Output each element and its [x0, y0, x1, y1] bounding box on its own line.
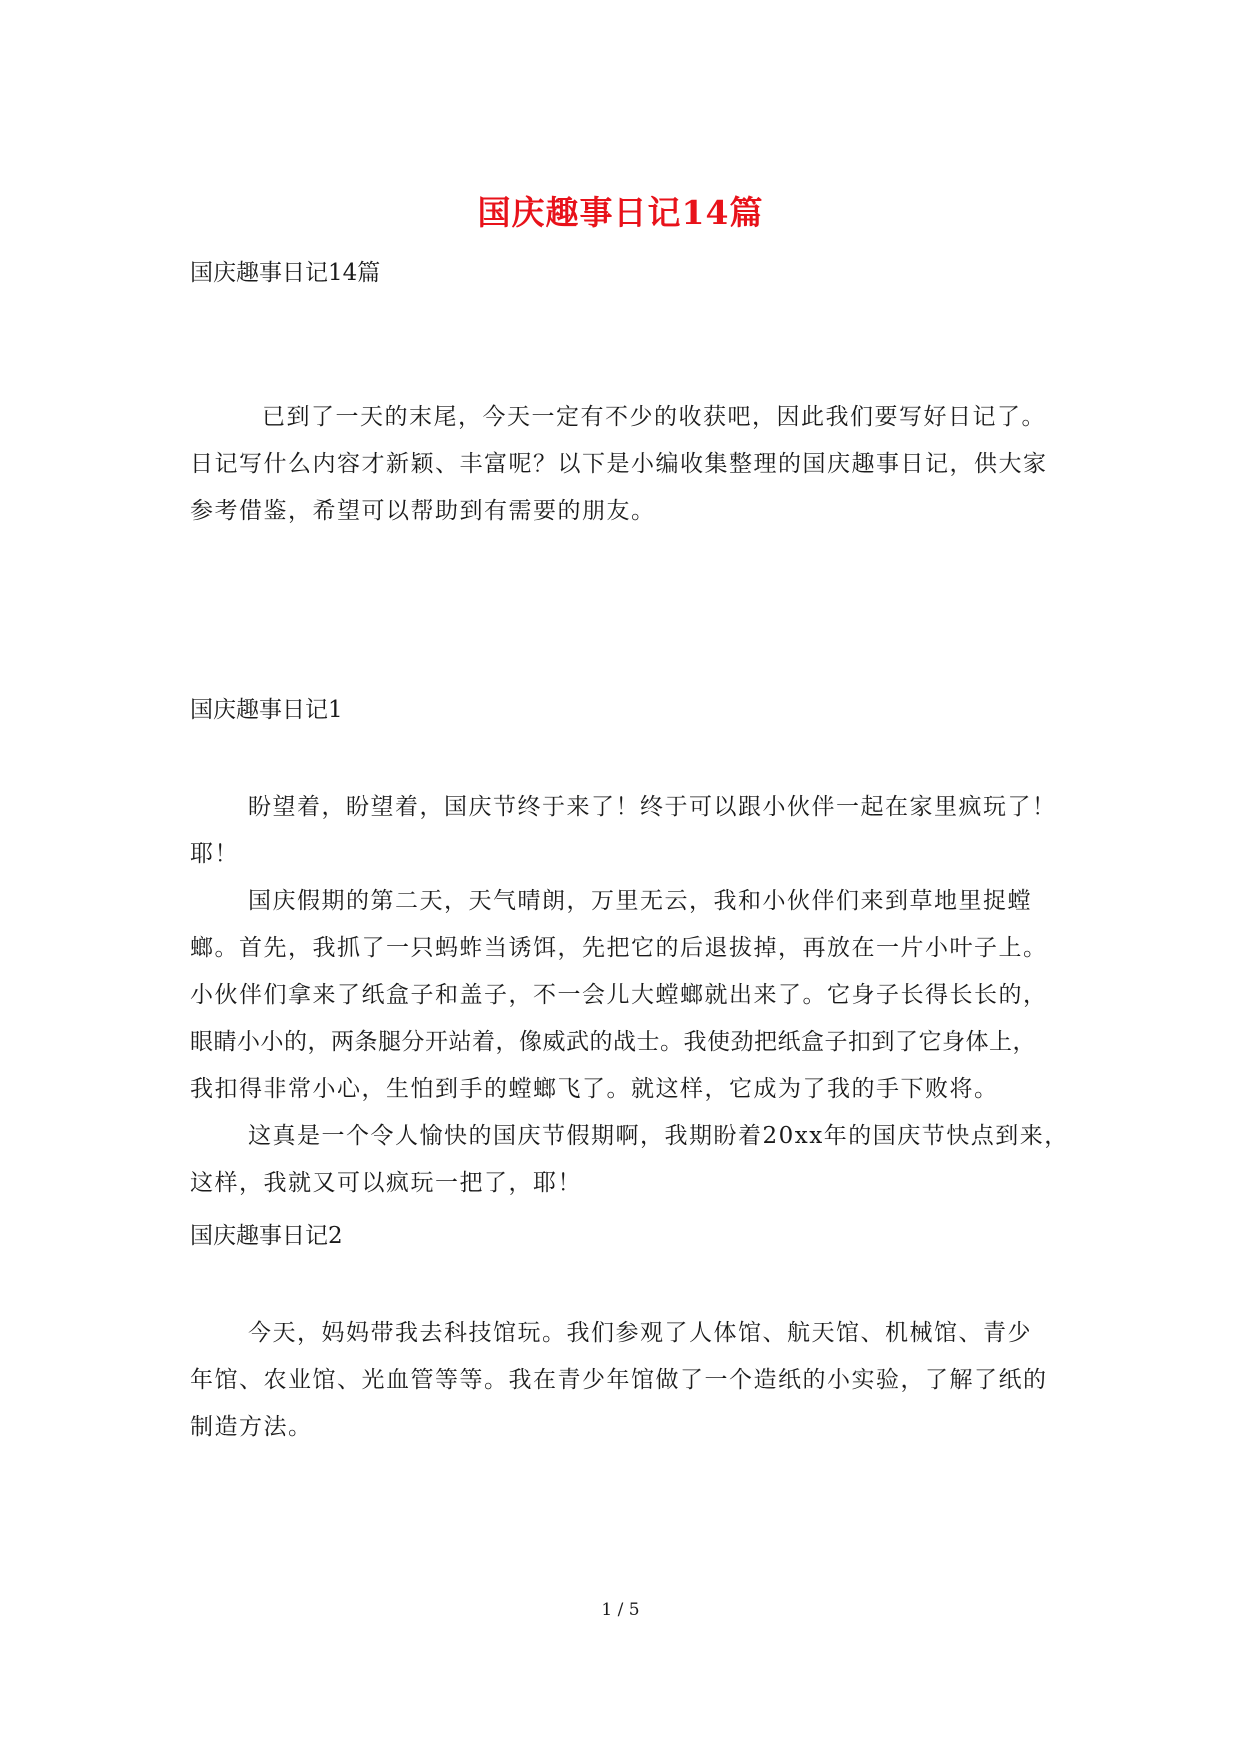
section-1-line-4: 螂。首先，我抓了一只蚂蚱当诱饵，先把它的后退拔掉，再放在一片小叶子上。 — [190, 935, 1048, 961]
intro-line-2: 日记写什么内容才新颖、丰富呢？以下是小编收集整理的国庆趣事日记，供大家 — [190, 451, 1048, 477]
intro-line-3: 参考借鉴，希望可以帮助到有需要的朋友。 — [190, 498, 656, 524]
section-2-line-2: 年馆、农业馆、光血管等等。我在青少年馆做了一个造纸的小实验，了解了纸的 — [190, 1367, 1048, 1393]
document-subtitle: 国庆趣事日记14篇 — [190, 260, 381, 286]
section-2-line-3: 制造方法。 — [190, 1414, 313, 1440]
section-2-line-1: 今天，妈妈带我去科技馆玩。我们参观了人体馆、航天馆、机械馆、青少 — [248, 1320, 1032, 1346]
page-number: 1 / 5 — [601, 1600, 640, 1620]
section-1-line-2: 耶！ — [190, 841, 239, 867]
document-title: 国庆趣事日记14篇 — [477, 193, 764, 232]
intro-line-1: 已到了一天的末尾，今天一定有不少的收获吧，因此我们要写好日记了。 — [262, 404, 1046, 430]
section-heading-1: 国庆趣事日记1 — [190, 697, 343, 723]
section-1-line-7: 我扣得非常小心，生怕到手的螳螂飞了。就这样，它成为了我的手下败将。 — [190, 1076, 999, 1102]
section-heading-2: 国庆趣事日记2 — [190, 1223, 343, 1249]
section-1-line-1: 盼望着，盼望着，国庆节终于来了！终于可以跟小伙伴一起在家里疯玩了！ — [248, 794, 1057, 820]
section-1-line-6: 眼睛小小的，两条腿分开站着，像威武的战士。我使劲把纸盒子扣到了它身体上， — [190, 1029, 1036, 1055]
section-1-line-8: 这真是一个令人愉快的国庆节假期啊，我期盼着20xx年的国庆节快点到来， — [248, 1123, 1069, 1149]
section-1-line-5: 小伙伴们拿来了纸盒子和盖子，不一会儿大螳螂就出来了。它身子长得长长的， — [190, 982, 1048, 1008]
section-1-line-3: 国庆假期的第二天，天气晴朗，万里无云，我和小伙伴们来到草地里捉螳 — [248, 888, 1032, 914]
section-1-line-9: 这样，我就又可以疯玩一把了，耶！ — [190, 1170, 582, 1196]
